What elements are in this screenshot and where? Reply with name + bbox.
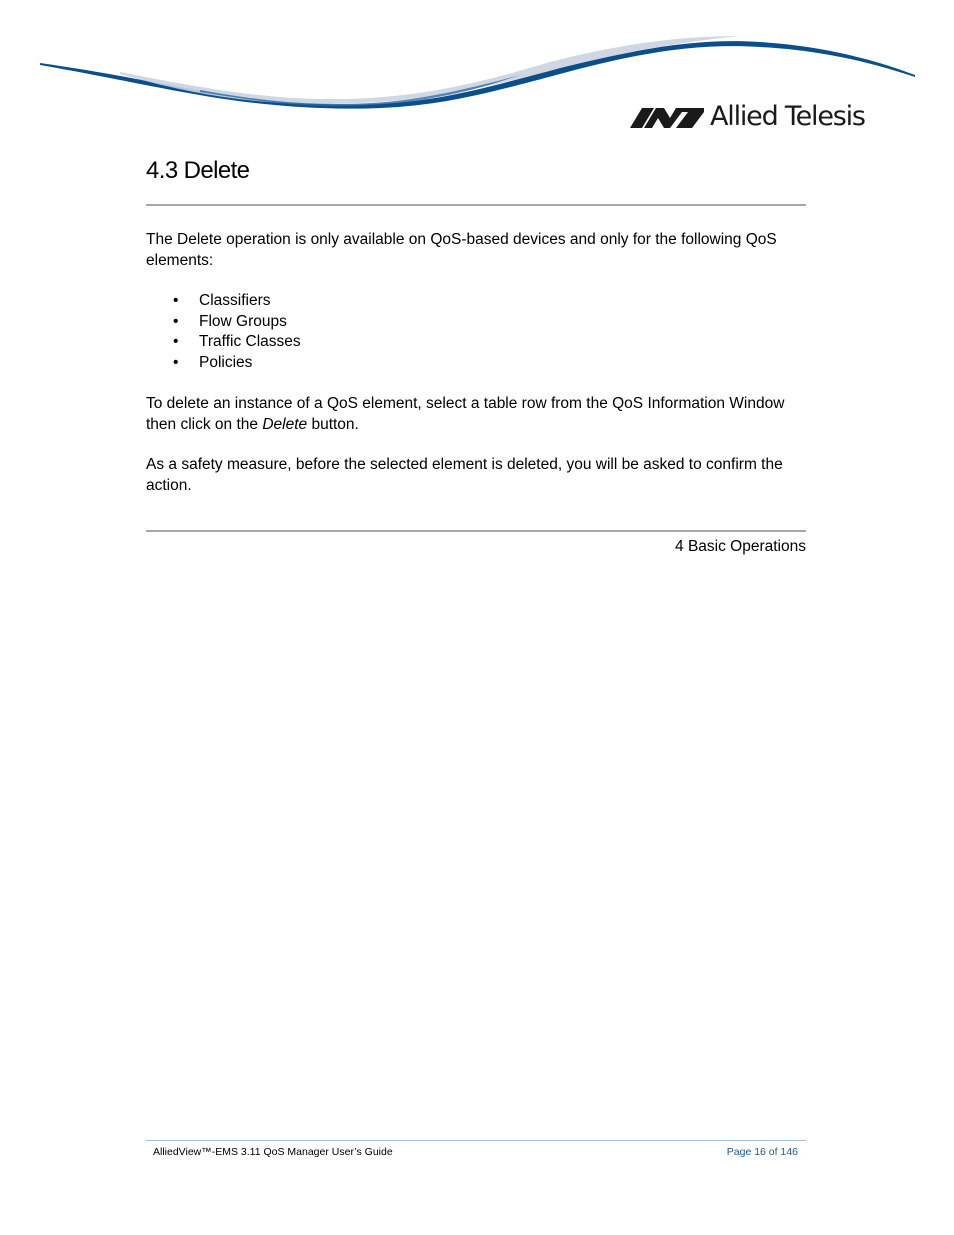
allied-telesis-logo — [630, 100, 865, 134]
section-title: 4.3 Delete — [146, 157, 250, 184]
delete-instructions-paragraph — [146, 394, 806, 435]
page-number: Page 16 of 146 — [726, 1146, 798, 1158]
qos-element-list — [146, 291, 301, 374]
list-item-label: Classifiers — [199, 292, 271, 309]
delete-button-reference: Delete — [262, 415, 308, 433]
list-item — [146, 312, 301, 333]
list-item — [146, 291, 301, 312]
footer-divider — [146, 1140, 806, 1141]
list-item-label: Flow Groups — [199, 312, 287, 330]
intro-paragraph: The Delete operation is only available on QoS-based devices and only for the following QoS elements: — [146, 231, 777, 269]
bullet-icon: • — [173, 354, 179, 372]
logo-text: Allied Telesis — [710, 101, 865, 132]
allied-telesis-logo-icon — [630, 106, 704, 128]
list-item-label: Policies — [199, 354, 253, 372]
bullet-icon: • — [173, 333, 179, 351]
guide-title: AlliedView™-EMS 3.11 QoS Manager User’s Guide — [153, 1146, 393, 1158]
chapter-label: 4 Basic Operations — [675, 538, 806, 555]
safety-paragraph: As a safety measure, before the selected element is deleted, you will be asked to confirm the action. — [146, 456, 783, 494]
title-divider — [146, 204, 806, 206]
instructions-text: To delete an instance of a QoS element, select a table row from the QoS Information Window then click on the — [146, 395, 785, 433]
list-item — [146, 332, 301, 353]
bullet-icon: • — [173, 292, 179, 309]
list-item-label: Traffic Classes — [199, 333, 301, 351]
instructions-text-end: button. — [307, 415, 359, 433]
bullet-icon: • — [173, 312, 179, 330]
chapter-divider — [146, 530, 806, 532]
list-item — [146, 353, 301, 374]
